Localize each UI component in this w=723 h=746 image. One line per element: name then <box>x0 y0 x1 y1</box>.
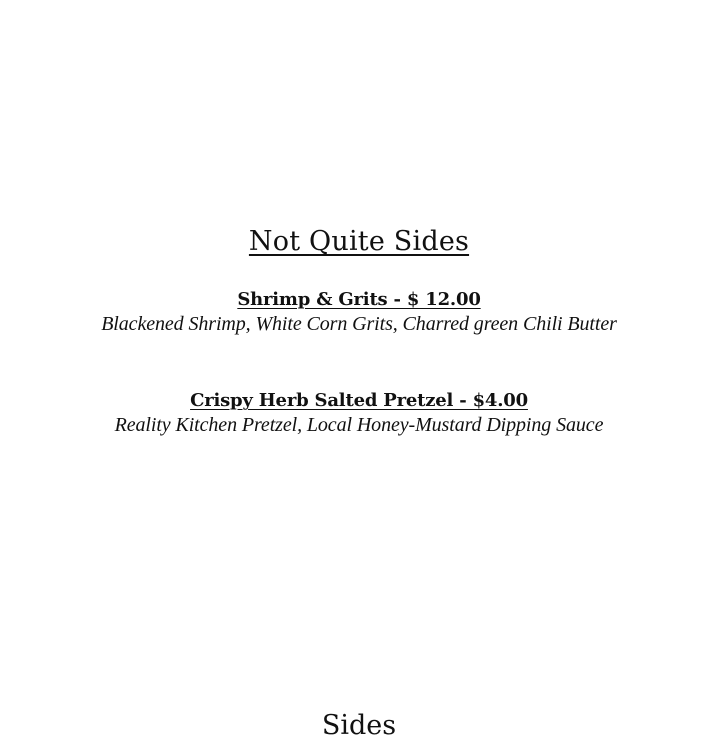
menu-item <box>0 288 718 337</box>
menu-item-name: Shrimp & Grits - $ 12.00 <box>237 289 481 310</box>
section-title: Not Quite Sides <box>248 226 470 257</box>
menu-item-name: Crispy Herb Salted Pretzel - $4.00 <box>190 390 528 411</box>
menu-item <box>0 389 718 438</box>
menu-item-description: Reality Kitchen Pretzel, Local Honey-Mustard Dipping Sauce <box>114 414 604 436</box>
next-section-title: Sides <box>321 710 397 741</box>
menu-item-description: Blackened Shrimp, White Corn Grits, Charred green Chili Butter <box>101 313 617 335</box>
